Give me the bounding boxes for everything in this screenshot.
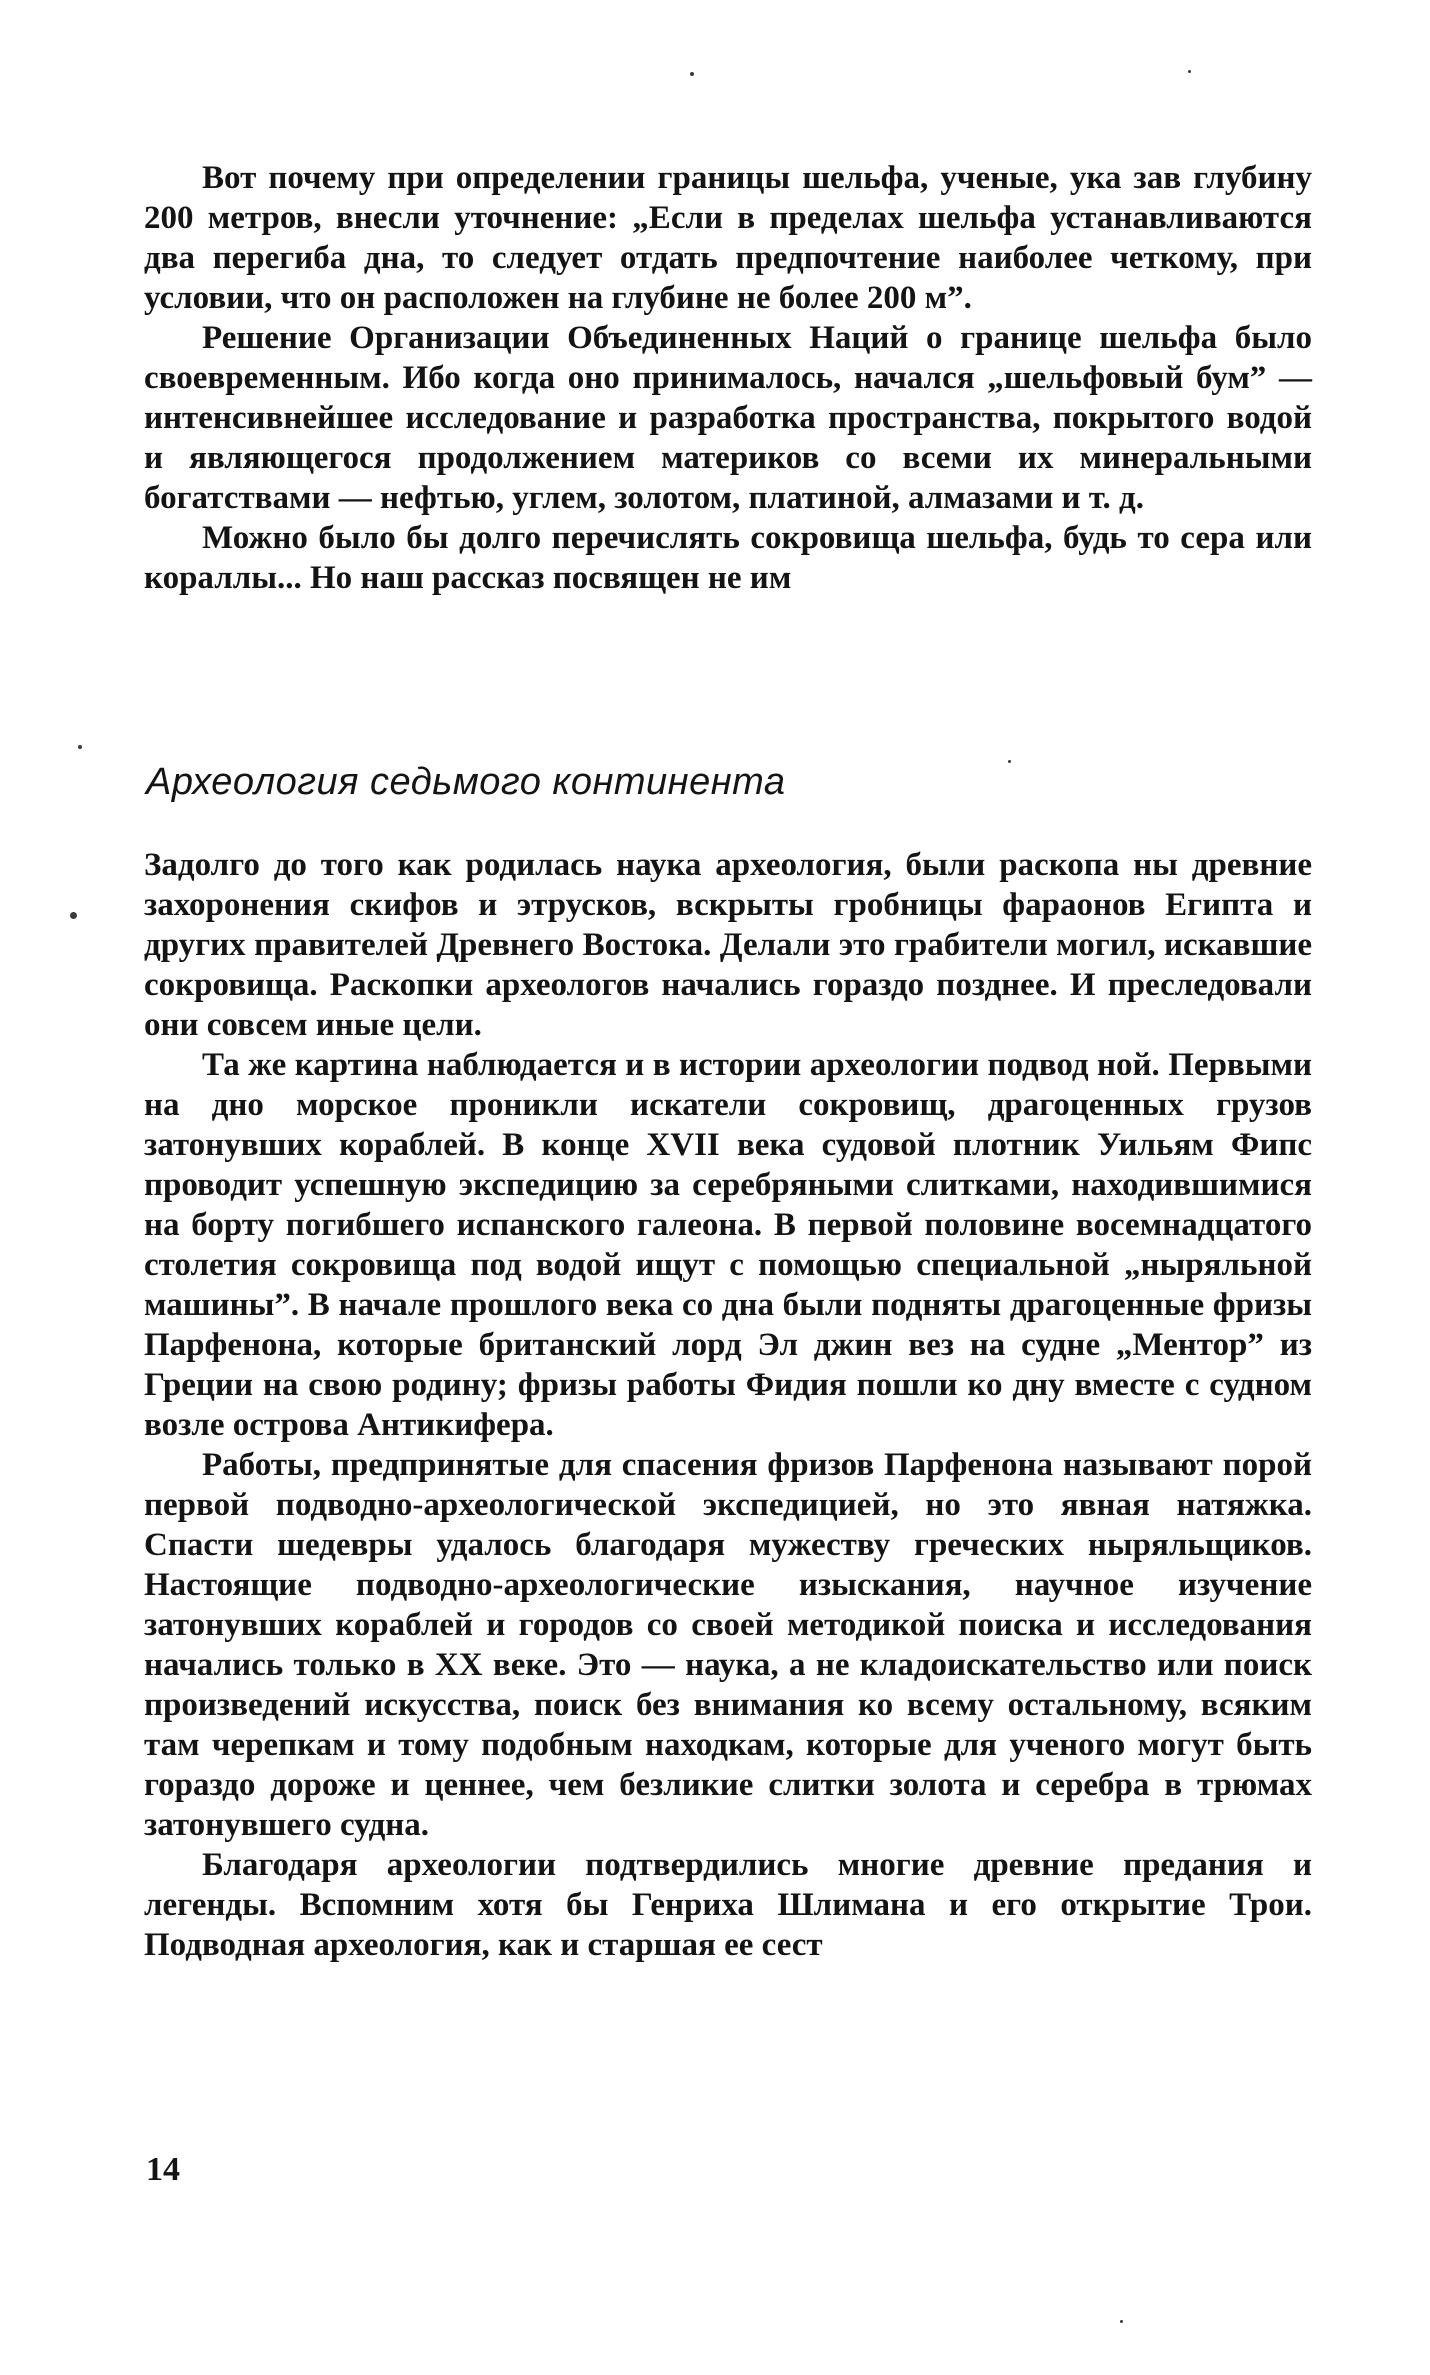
page-number: 14	[146, 2151, 180, 2188]
section-heading: Археология седьмого континента	[146, 761, 786, 803]
scan-speck	[70, 912, 77, 919]
paragraph: Задолго до того как родилась наука археология, были раскопа ны древние захоронения скифов и этрусков, вскрыты гробницы фараонов Египта и других правителей Древнего Востока. Делали это грабители могил, искавшие сокровища. Раскопки археологов начались гораздо позднее. И преследовали они совсем иные цели.	[144, 847, 1312, 1043]
section-text-block	[144, 845, 1312, 1965]
paragraph: Благодаря археологии подтвердились многие древние предания и легенды. Вспомним хотя бы Генриха Шлимана и его открытие Трои. Подводная археология, как и старшая ее сест	[144, 1847, 1312, 1963]
scan-speck	[1188, 70, 1191, 73]
scan-speck	[690, 72, 694, 76]
paragraph: Вот почему при определении границы шельфа, ученые, ука зав глубину 200 метров, внесли уточнение: „Если в пределах шельфа устанавливаются два перегиба дна, то следует отдать предпочтение наиболее четкому, при условии, что он расположен на глубине не более 200 м”.	[144, 160, 1312, 316]
paragraph: Можно было бы долго перечислять сокровища шельфа, будь то сера или кораллы... Но наш рассказ посвящен не им	[144, 520, 1312, 596]
scan-speck	[78, 745, 82, 749]
paragraph: Работы, предпринятые для спасения фризов Парфенона называют порой первой подводно-археологической экспедицией, но это явная натяжка. Спасти шедевры удалось благодаря мужеству греческих ныряльщиков. Настоящие подводно-археологические изыскания, научное изучение затонувших кораблей и городов со своей методикой поиска и исследования начались только в XX веке. Это — наука, а не кладоискательство или поиск произведений искусства, поиск без внимания ко всему остальному, всяким там черепкам и тому подобным находкам, которые для ученого могут быть гораздо дороже и ценнее, чем безликие слитки золота и серебра в трюмах затонувшего судна.	[144, 1447, 1312, 1843]
scan-speck	[1120, 2320, 1123, 2323]
top-text-block	[144, 158, 1312, 598]
paragraph: Та же картина наблюдается и в истории археологии подвод ной. Первыми на дно морское проникли искатели сокровищ, драгоценных грузов затонувших кораблей. В конце XVII века судовой плотник Уильям Фипс проводит успешную экспедицию за серебряными слитками, находившимися на борту погибшего испанского галеона. В первой половине восемнадцатого столетия сокровища под водой ищут с помощью специальной „ныряльной машины”. В начале прошлого века со дна были подняты драгоценные фризы Парфенона, которые британский лорд Эл джин вез на судне „Ментор” из Греции на свою родину; фризы работы Фидия пошли ко дну вместе с судном возле острова Антикифера.	[144, 1047, 1312, 1443]
scan-speck	[1008, 760, 1011, 763]
paragraph: Решение Организации Объединенных Наций о границе шельфа было своевременным. Ибо когда оно принималось, начался „шельфовый бум” — интенсивнейшее исследование и разработка пространства, покрытого водой и являющегося продолжением материков со всеми их минеральными богатствами — нефтью, углем, золотом, платиной, алмазами и т. д.	[144, 320, 1312, 516]
